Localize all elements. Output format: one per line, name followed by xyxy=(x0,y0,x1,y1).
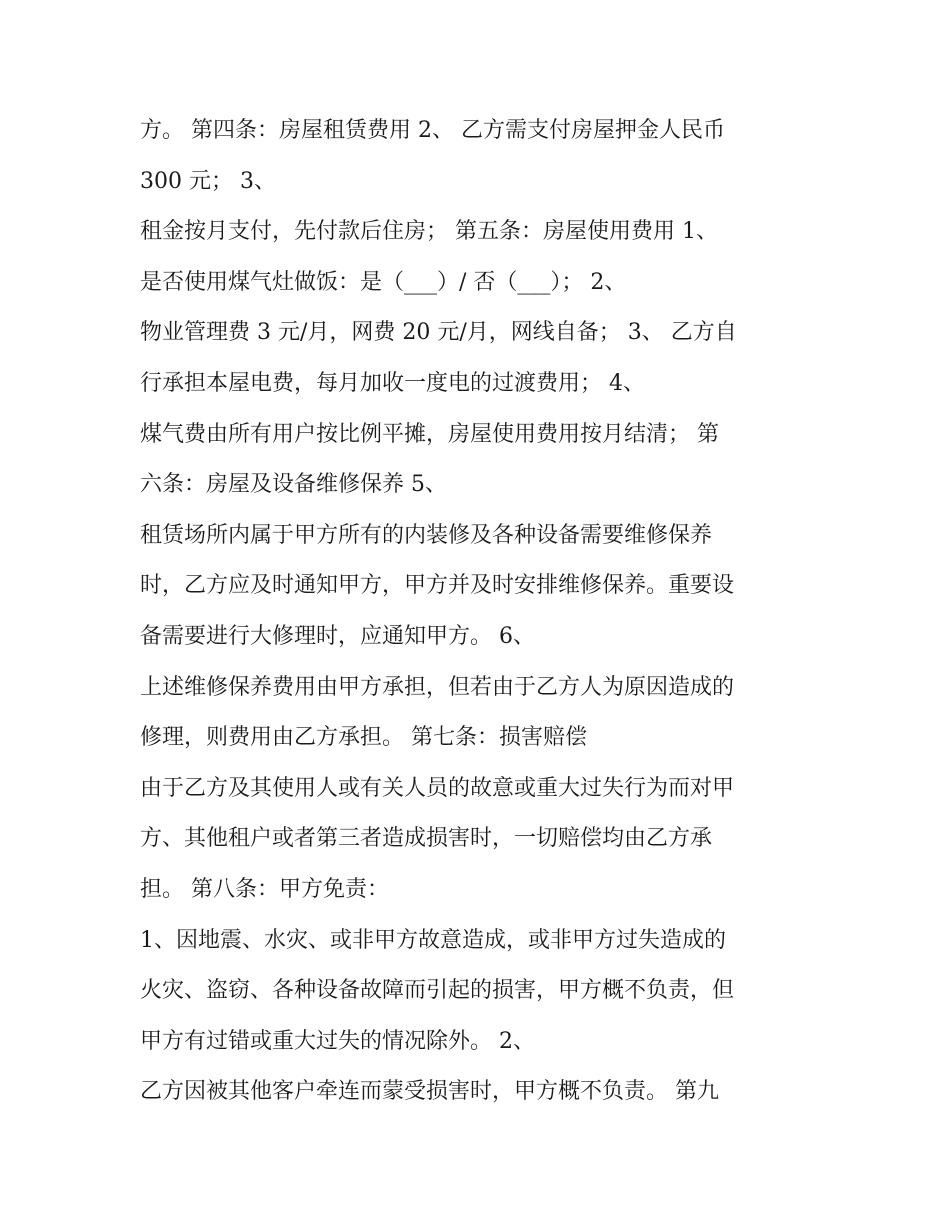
text-line: 时，乙方应及时通知甲方，甲方并及时安排维修保养。重要设 xyxy=(140,573,735,599)
text-line: 300 元； 3、 xyxy=(140,168,276,194)
text-line: 方、其他租户或者第三者造成损害时，一切赔偿均由乙方承 xyxy=(140,826,713,852)
text-line: 煤气费由所有用户按比例平摊，房屋使用费用按月结清； 第 xyxy=(140,421,719,447)
text-line: 担。 第八条：甲方免责： xyxy=(140,876,389,902)
text-line: 1、因地震、水灾、或非甲方故意造成，或非甲方过失造成的 xyxy=(140,927,726,953)
text-line: 上述维修保养费用由甲方承担，但若由于乙方人为原因造成的 xyxy=(140,674,735,700)
text-line: 修理，则费用由乙方承担。 第七条：损害赔偿 xyxy=(140,725,587,751)
text-line: 租金按月支付，先付款后住房； 第五条：房屋使用费用 1、 xyxy=(140,219,718,245)
text-line: 是否使用煤气灶做饭：是（___）/ 否（___）； 2、 xyxy=(140,269,627,295)
text-line: 租赁场所内属于甲方所有的内装修及各种设备需要维修保养 xyxy=(140,522,713,548)
text-line: 乙方因被其他客户牵连而蒙受损害时，甲方概不负责。 第九 xyxy=(140,1079,719,1105)
text-line: 由于乙方及其使用人或有关人员的故意或重大过失行为而对甲 xyxy=(140,775,735,801)
text-line: 甲方有过错或重大过失的情况除外。 2、 xyxy=(140,1028,535,1054)
contract-body-text xyxy=(140,106,830,1118)
text-line: 物业管理费 3 元/月，网费 20 元/月，网线自备； 3、 乙方自 xyxy=(140,320,737,346)
text-line: 火灾、盗窃、各种设备故障而引起的损害，甲方概不负责，但 xyxy=(140,978,735,1004)
text-line: 方。 第四条：房屋租赁费用 2、 乙方需支付房屋押金人民币 xyxy=(140,118,725,143)
text-line: 备需要进行大修理时，应通知甲方。 6、 xyxy=(140,623,535,649)
text-line: 六条：房屋及设备维修保养 5、 xyxy=(140,472,447,498)
text-line: 行承担本屋电费，每月加收一度电的过渡费用； 4、 xyxy=(140,370,645,396)
